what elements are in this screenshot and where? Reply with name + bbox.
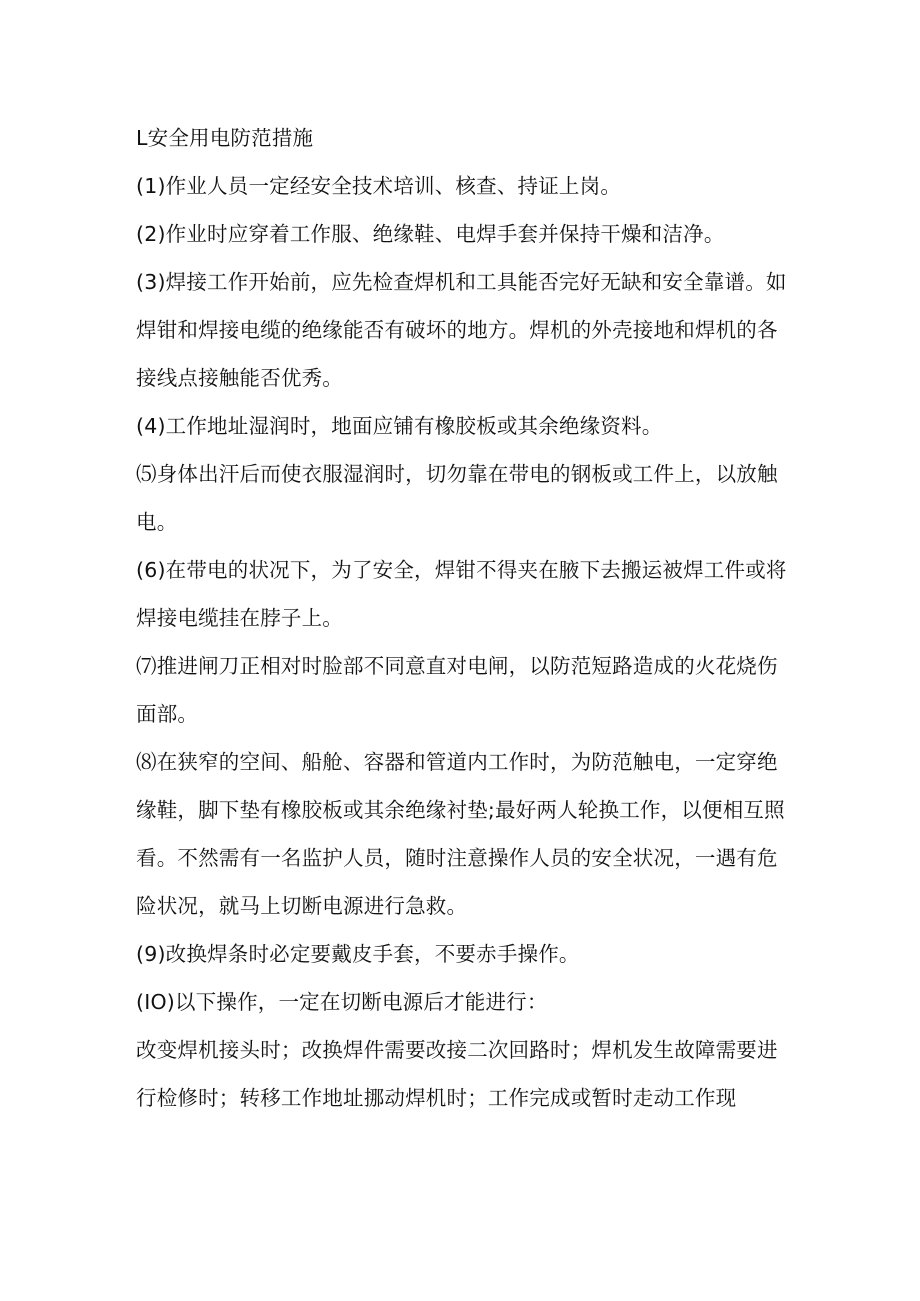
document-body bbox=[136, 114, 796, 1122]
paragraph-5: ⑸身体出汗后而使衣服湿润时，切勿靠在带电的钢板或工件上，以放触电。 bbox=[136, 462, 778, 534]
paragraph-7: ⑺推进闸刀正相对时脸部不同意直对电闸，以防范短路造成的火花烧伤面部。 bbox=[136, 654, 778, 726]
paragraph-6: (6)在带电的状况下，为了安全，焊钳不得夹在腋下去搬运被焊工件或将焊接电缆挂在脖子上。 bbox=[136, 558, 787, 630]
paragraph-2: (2)作业时应穿着工作服、绝缘鞋、电焊手套并保持干燥和洁净。 bbox=[136, 222, 725, 246]
paragraph-10: (IO)以下操作，一定在切断电源后才能进行： bbox=[136, 990, 548, 1014]
paragraph-4: (4)工作地址湿润时，地面应铺有橡胶板或其余绝缘资料。 bbox=[136, 414, 663, 438]
paragraph-1: (1)作业人员一定经安全技术培训、核查、持证上岗。 bbox=[136, 174, 622, 198]
paragraph-9: (9)改换焊条时必定要戴皮手套，不要赤手操作。 bbox=[136, 942, 580, 966]
paragraph-8: ⑻在狭窄的空间、船舱、容器和管道内工作时，为防范触电，一定穿绝缘鞋，脚下垫有橡胶板或其余绝缘衬垫;最好两人轮换工作，以便相互照看。不然需有一名监护人员，随时注意操作人员的安全状况，一遇有危险状况，就马上切断电源进行急救。 bbox=[136, 750, 785, 918]
paragraph-3: (3)焊接工作开始前，应先检查焊机和工具能否完好无缺和安全靠谱。如焊钳和焊接电缆的绝缘能否有破坏的地方。焊机的外壳接地和焊机的各接线点接触能否优秀。 bbox=[136, 270, 787, 390]
section-title: L安全用电防范措施 bbox=[136, 126, 314, 150]
paragraph-11: 改变焊机接头时；改换焊件需要改接二次回路时；焊机发生故障需要进行检修时；转移工作地址挪动焊机时；工作完成或暂时走动工作现 bbox=[136, 1038, 778, 1110]
